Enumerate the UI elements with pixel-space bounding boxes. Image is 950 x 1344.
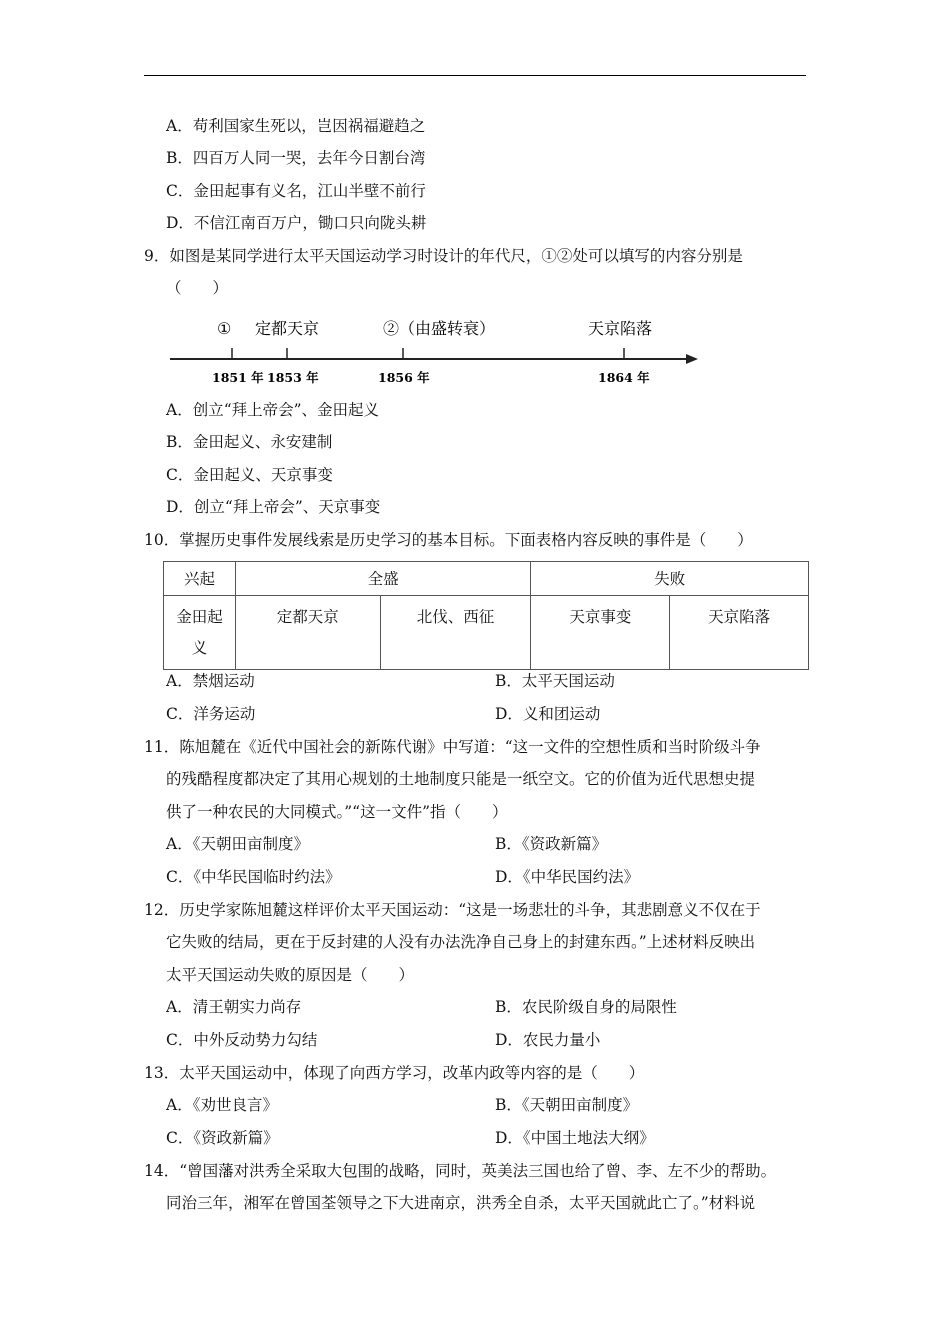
timeline-year-1853: 1853 年	[267, 370, 319, 385]
table-cell-expedition: 北伐、西征	[380, 596, 531, 670]
q12-option-b: B．农民阶级自身的局限性	[495, 998, 677, 1016]
timeline-label-3: ②（由盛转衰）	[383, 319, 496, 338]
q11-option-d: D．《中华民国约法》	[495, 868, 640, 886]
q13-stem: 13．太平天国运动中，体现了向西方学习，改革内政等内容的是（ ）	[144, 1064, 645, 1082]
q9-option-c: C．金田起义、天京事变	[166, 466, 333, 484]
q13-option-c: C．《资政新篇》	[166, 1129, 279, 1147]
q9-paren: （ ）	[166, 279, 229, 297]
q14-line-1: 14．“曾国藩对洪秀全采取大包围的战略，同时，英美法三国也给了曾、李、左不少的帮助。	[144, 1162, 777, 1180]
table-cell-jintian	[164, 596, 236, 670]
header-rule	[144, 75, 806, 76]
table-cell-jintian-line1: 金田起	[176, 608, 223, 626]
timeline-arrow-icon	[686, 354, 698, 364]
q10-table	[163, 561, 809, 670]
table-cell-fall: 天京陷落	[670, 596, 809, 670]
q11-option-b: B．《资政新篇》	[495, 835, 608, 853]
q11-option-a: A．《天朝田亩制度》	[166, 835, 309, 853]
q13-option-d: D．《中国土地法大纲》	[495, 1129, 655, 1147]
timeline-label-4: 天京陷落	[588, 319, 653, 338]
q12-line-1: 12．历史学家陈旭麓这样评价太平天国运动：“这是一场悲壮的斗争，其悲剧意义不仅在于	[144, 901, 761, 919]
timeline-chart	[168, 312, 703, 392]
q9-option-b: B．金田起义、永安建制	[166, 433, 333, 451]
q8-option-a: A．苟利国家生死以，岂因祸福避趋之	[166, 117, 426, 135]
q9-option-a: A．创立“拜上帝会”、金田起义	[166, 401, 380, 419]
table-cell-jintian-line2: 义	[191, 639, 208, 657]
table-header-rise: 兴起	[164, 562, 236, 596]
table-header-peak: 全盛	[235, 562, 531, 596]
table-cell-incident: 天京事变	[531, 596, 670, 670]
q9-option-d: D．创立“拜上帝会”、天京事变	[166, 498, 381, 516]
q11-line-1: 11．陈旭麓在《近代中国社会的新陈代谢》中写道：“这一文件的空想性质和当时阶级斗争	[144, 738, 761, 756]
timeline-label-2: 定都天京	[255, 319, 320, 338]
q13-option-a: A．《劝世良言》	[166, 1096, 278, 1114]
q12-line-2: 它失败的结局，更在于反封建的人没有办法洗净自己身上的封建东西。”上述材料反映出	[166, 933, 756, 951]
q8-option-b: B．四百万人同一哭，去年今日割台湾	[166, 149, 426, 167]
q13-option-b: B．《天朝田亩制度》	[495, 1096, 639, 1114]
q10-option-a: A．禁烟运动	[166, 672, 255, 690]
table-cell-capital: 定都天京	[235, 596, 380, 670]
timeline-label-1: ①	[217, 319, 232, 338]
q14-line-2: 同治三年，湘军在曾国荃领导之下大进南京，洪秀全自杀，太平天国就此亡了。”材料说	[166, 1194, 756, 1212]
timeline-year-1856: 1856 年	[378, 370, 430, 385]
q9-stem: 9．如图是某同学进行太平天国运动学习时设计的年代尺，①②处可以填写的内容分别是	[144, 247, 743, 265]
timeline-year-1851: 1851 年	[212, 370, 264, 385]
q11-option-c: C．《中华民国临时约法》	[166, 868, 341, 886]
q10-option-d: D．义和团运动	[495, 705, 601, 723]
q10-option-c: C．洋务运动	[166, 705, 256, 723]
q11-line-3: 供了一种农民的大同模式。”“这一文件”指（ ）	[166, 803, 508, 821]
q10-option-b: B．太平天国运动	[495, 672, 615, 690]
q12-option-d: D．农民力量小	[495, 1031, 601, 1049]
q8-option-d: D．不信江南百万户，锄口只向陇头耕	[166, 214, 427, 232]
timeline-year-1864: 1864 年	[598, 370, 650, 385]
q12-option-a: A．清王朝实力尚存	[166, 998, 302, 1016]
q11-line-2: 的残酷程度都决定了其用心规划的土地制度只能是一纸空文。它的价值为近代思想史提	[166, 770, 756, 788]
q10-stem: 10．掌握历史事件发展线索是历史学习的基本目标。下面表格内容反映的事件是（ ）	[144, 531, 753, 549]
q8-option-c: C．金田起事有义名，江山半壁不前行	[166, 182, 426, 200]
table-header-fail: 失败	[531, 562, 809, 596]
q12-option-c: C．中外反动势力勾结	[166, 1031, 318, 1049]
q12-line-3: 太平天国运动失败的原因是（ ）	[166, 966, 415, 984]
